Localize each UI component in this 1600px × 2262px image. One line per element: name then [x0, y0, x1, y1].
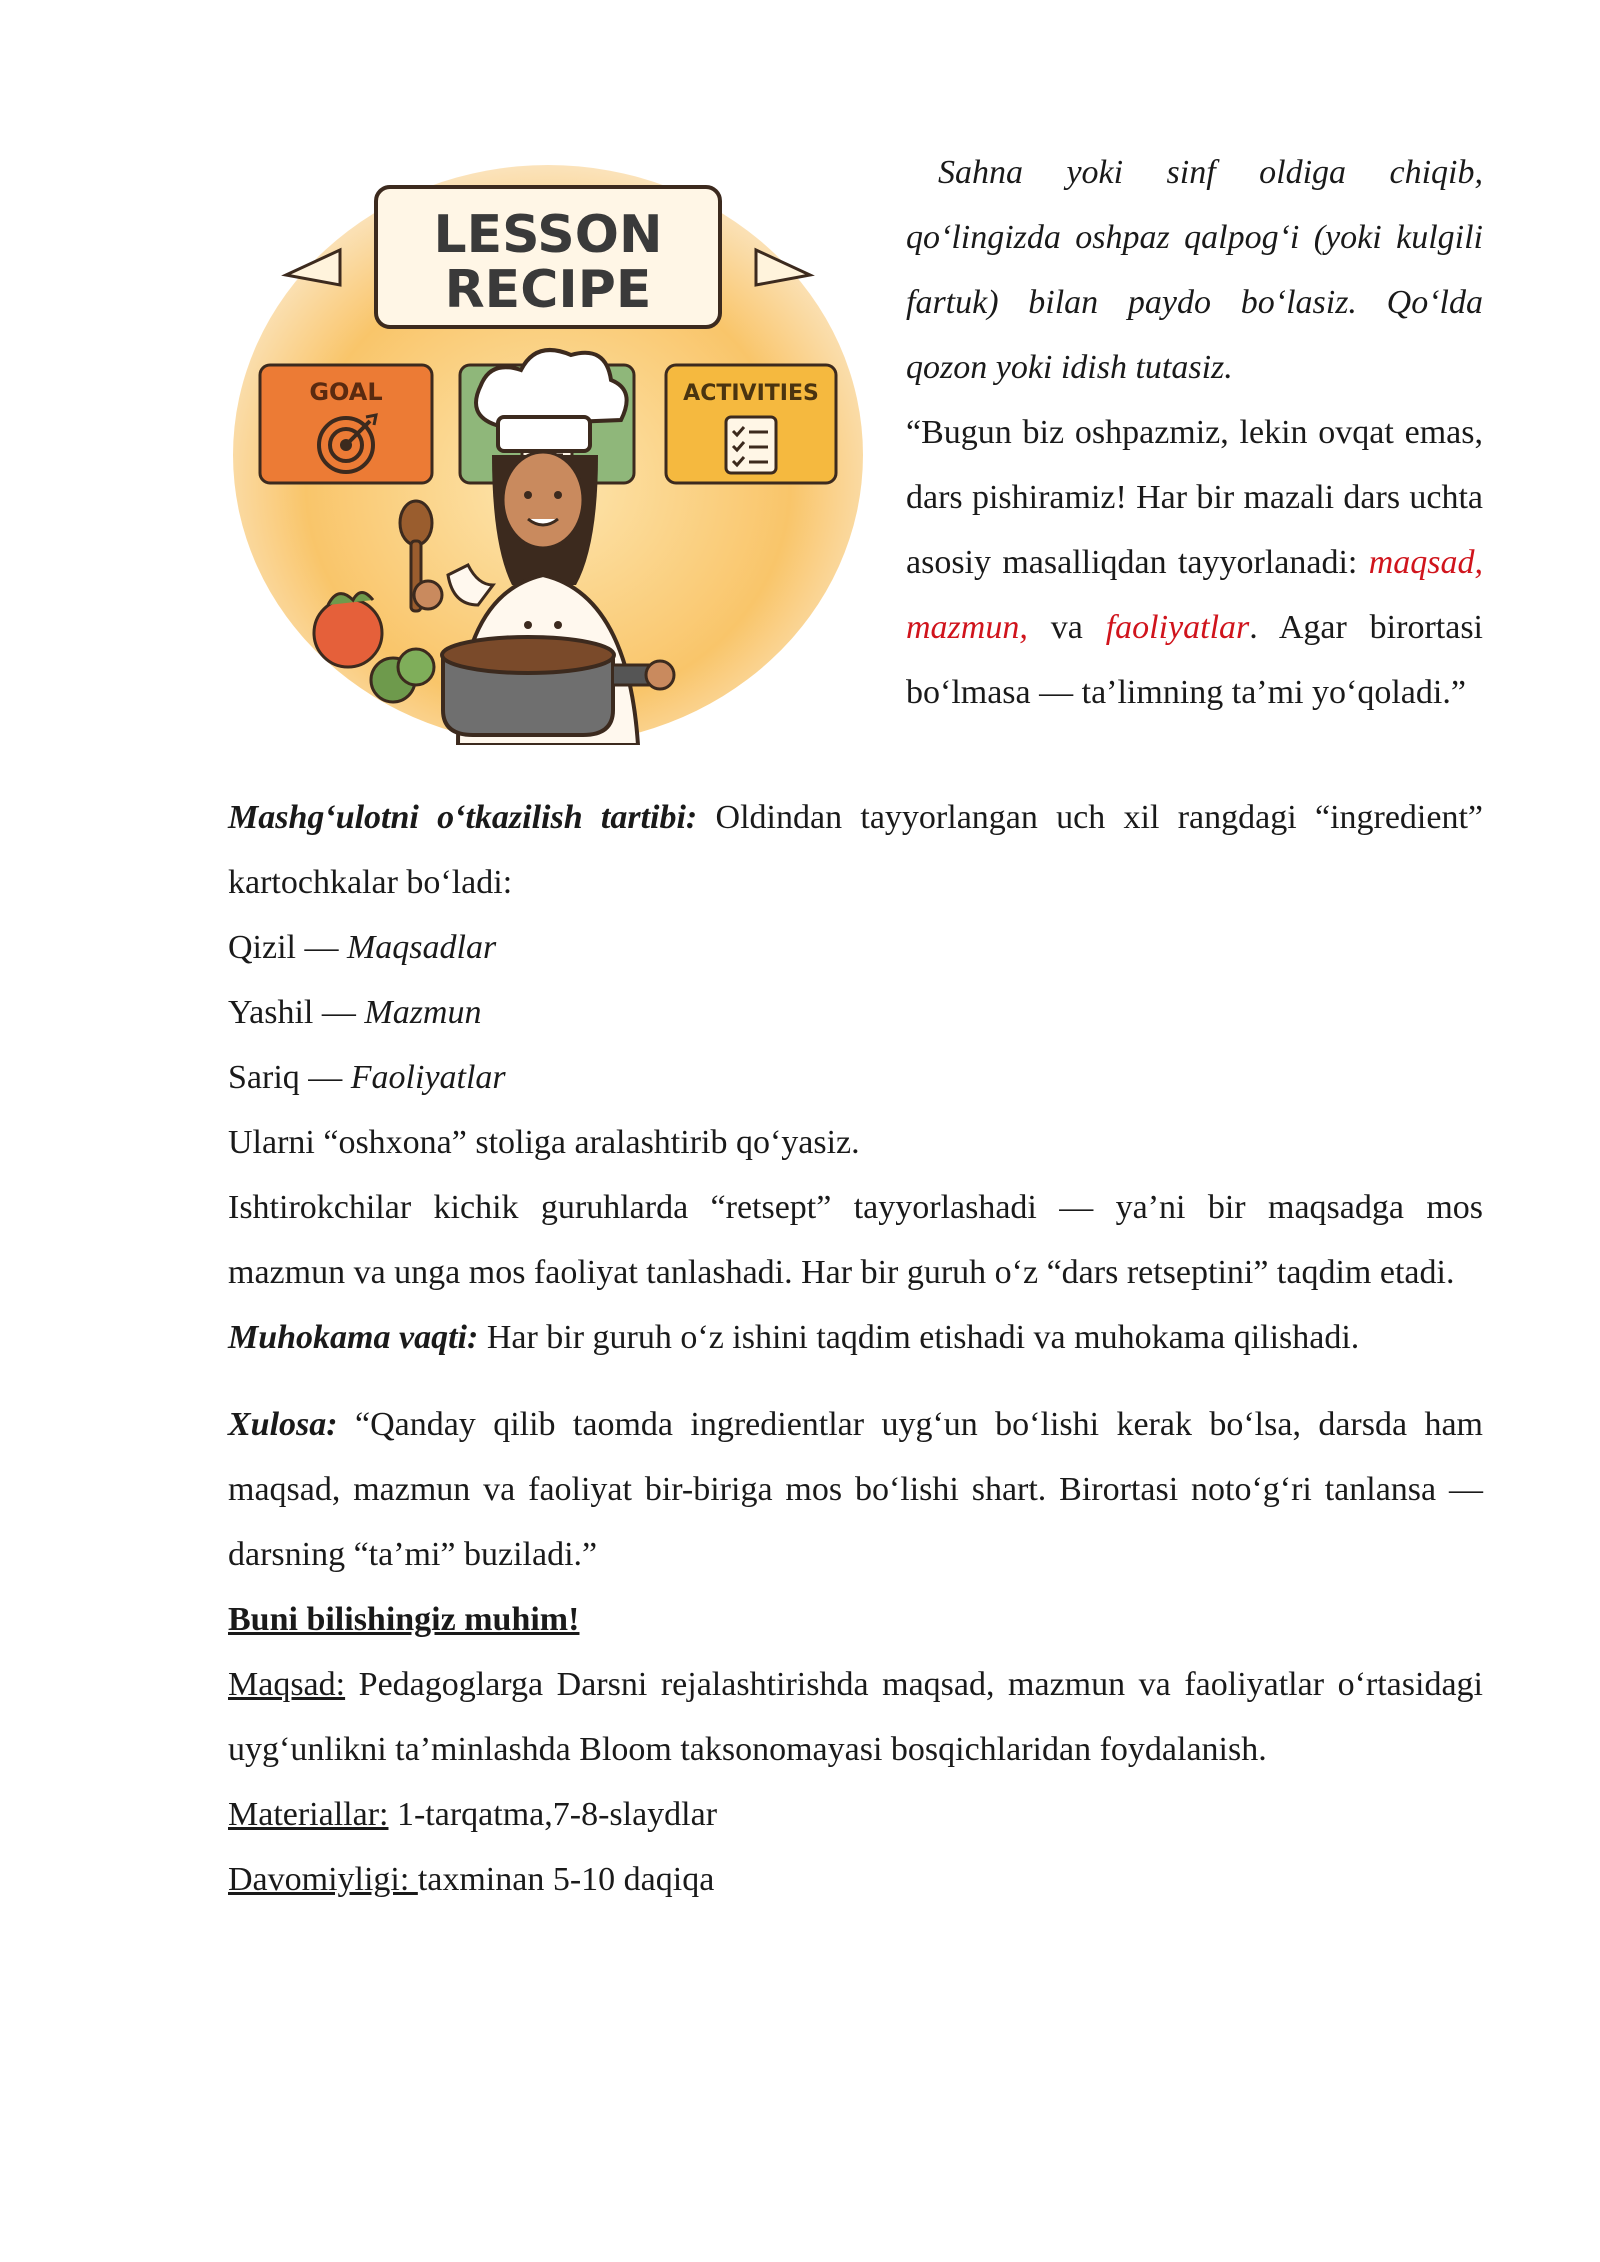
keyword-maqsad: maqsad, [1368, 544, 1483, 581]
discussion-paragraph [228, 1305, 1483, 1370]
goal-text: Pedagoglarga Darsni rejalashtirishda maqsad, mazmun va faoliyatlar o‘rtasidagi uyg‘unlikni ta’minlashda Bloom taksonomayasi bosqichlaridan foydalanish. [228, 1666, 1483, 1768]
conclusion-paragraph [228, 1392, 1483, 1587]
quote-start: “Bugun biz oshpazmiz, lekin ovqat emas, dars pishiramiz! Har bir mazali dars uchta asosiy masalliqdan tayyorlanadi: [906, 414, 1483, 581]
keyword-faoliyatlar: faoliyatlar [1105, 609, 1250, 646]
intro-text [906, 140, 1483, 725]
discussion-text: Har bir guruh o‘z ishini taqdim etishadi va muhokama qilishadi. [478, 1319, 1360, 1356]
goal-paragraph [228, 1652, 1483, 1782]
title-line-2: RECIPE [444, 260, 652, 320]
duration-label: Davomiyligi: [228, 1861, 418, 1898]
quote-end: . Agar birortasi bo‘lmasa — ta’limning ta’mi yo‘qoladi.” [906, 609, 1483, 711]
goal-card-label: GOAL [309, 378, 383, 406]
activities-card-label: ACTIVITIES [683, 381, 819, 406]
stage-direction: Sahna yoki sinf oldiga chiqib, qo‘lingizda oshpaz qalpog‘i (yoki kulgili fartuk) bilan paydo bo‘lasiz. Qo‘lda qozon yoki idish tutasiz. [906, 154, 1483, 386]
materials-text: 1-tarqatma,7-8-slaydlar [388, 1796, 718, 1833]
conclusion-text: “Qanday qilib taomda ingredientlar uyg‘un bo‘lishi kerak bo‘lsa, darsda ham maqsad, mazmun va faoliyat bir-biriga mos bo‘lishi shart. Birortasi noto‘g‘ri tanlansa — darsning “ta’mi” buziladi.” [228, 1406, 1483, 1573]
lesson-recipe-illustration [228, 155, 868, 745]
groups-paragraph: Ishtirokchilar kichik guruhlarda “retsept” tayyorlashadi — ya’ni bir maqsadga mos mazmun va unga mos faoliyat tanlashadi. Har bir guruh o‘z “dars retseptini” taqdim etadi. [228, 1189, 1483, 1291]
conclusion-label: Xulosa: [228, 1406, 338, 1443]
procedure-text: Oldindan tayyorlangan uch xil rangdagi “ingredient” kartochkalar bo‘ladi: [228, 799, 1484, 901]
activities-card [666, 365, 836, 483]
discussion-label: Muhokama vaqti: [228, 1319, 479, 1356]
duration-text: taxminan 5-10 daqiqa [417, 1861, 715, 1898]
chef-quote [906, 400, 1483, 725]
card-item-green: Yashil — Mazmun [228, 994, 482, 1031]
card-meaning: Mazmun [364, 994, 482, 1031]
keyword-mazmun: mazmun, [906, 609, 1028, 646]
document-page [228, 140, 1483, 1912]
card-meaning: Maqsadlar [346, 929, 497, 966]
duration-paragraph [228, 1847, 1483, 1912]
procedure-paragraph [228, 785, 1483, 915]
materials-label: Materiallar: [228, 1796, 389, 1833]
mix-cards-paragraph: Ularni “oshxona” stoliga aralashtirib qo‘yasiz. [228, 1124, 860, 1161]
goal-card [260, 365, 432, 483]
card-meaning: Faoliyatlar [350, 1059, 506, 1096]
checklist-icon [726, 417, 776, 473]
card-item-yellow: Sariq — Faoliyatlar [228, 1059, 506, 1096]
goal-label: Maqsad: [228, 1666, 346, 1703]
conjunction-va: va [1027, 609, 1106, 646]
main-text [228, 785, 1483, 1912]
card-item-red: Qizil — Maqsadlar [228, 929, 497, 966]
procedure-label: Mashg‘ulotni o‘tkazilish tartibi: [228, 799, 698, 836]
important-heading: Buni bilishingiz muhim! [228, 1601, 580, 1638]
materials-paragraph [228, 1782, 1483, 1847]
title-line-1: LESSON [433, 205, 663, 265]
intro-section [228, 140, 1483, 785]
